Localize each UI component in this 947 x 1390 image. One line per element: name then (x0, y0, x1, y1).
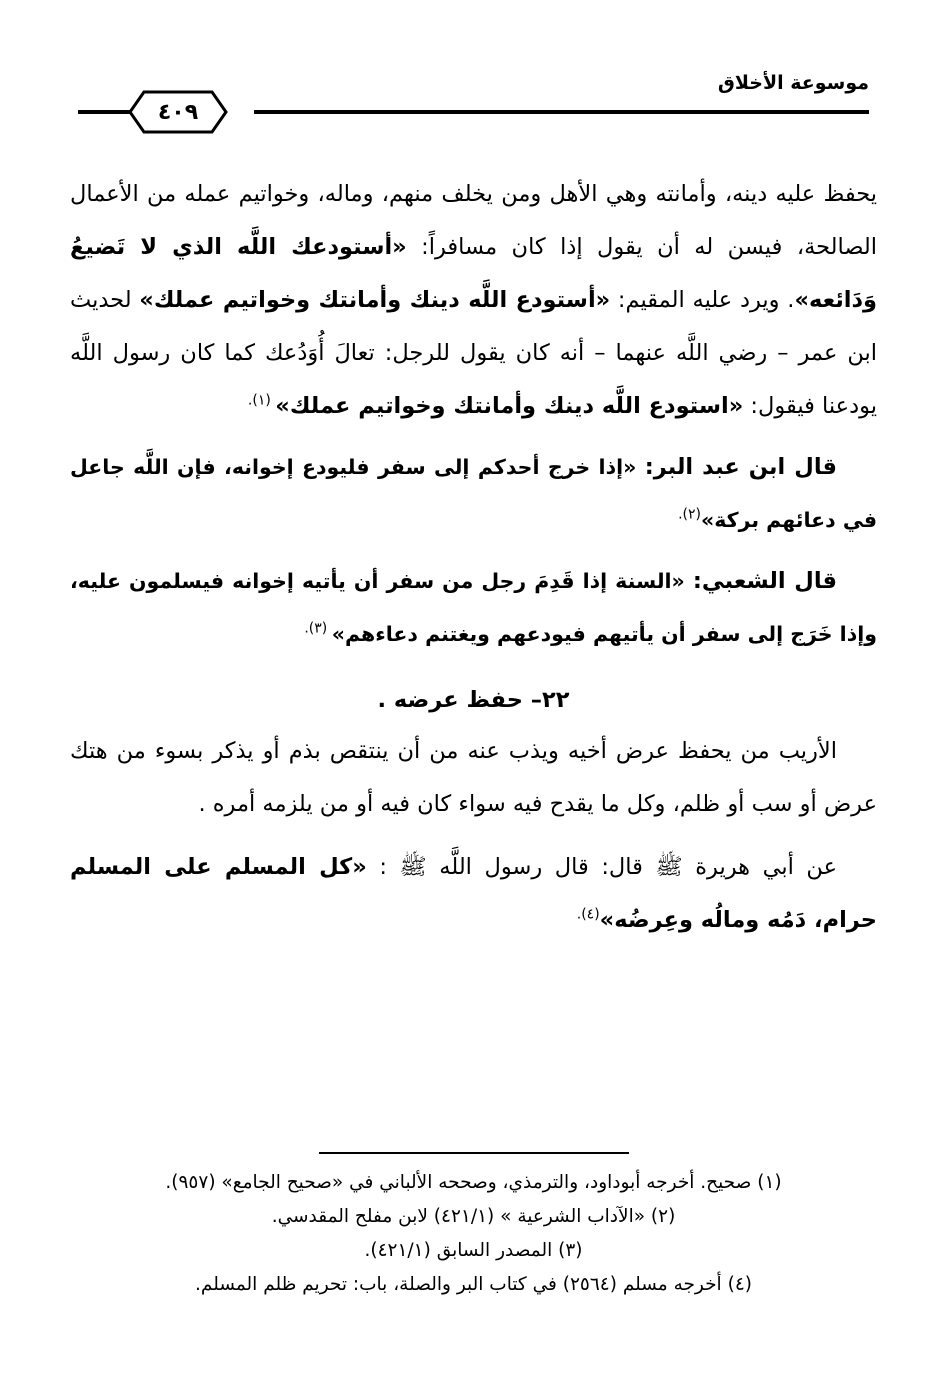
footnote-4: (٤) أخرجه مسلم (٢٥٦٤) في كتاب البر والصلة، باب: تحريم ظلم المسلم. (195, 1274, 752, 1295)
page-header (78, 74, 869, 132)
text-run (685, 568, 693, 594)
paragraph-2 (70, 441, 877, 547)
footnote-1: (١) صحيح. أخرجه أبوداود، والترمذي، وصححه الألباني في «صحيح الجامع» (٩٥٧). (165, 1172, 782, 1193)
text-run: يحفظ عليه دينه، وأمانته وهي الأهل ومن يخلف منهم، وماله، وخواتيم عمله من الأعمال الصالحة، فيسن له أن يقول إذا كان مسافراً: (70, 181, 878, 260)
hadith-quote-2: «أستودع اللَّه دينك وأمانتك وخواتيم عملك» (139, 287, 611, 313)
hadith-quote-3: «استودع اللَّه دينك وأمانتك وخواتيم عملك» (275, 393, 744, 419)
quote-ibn-abd-albarr: «إذا خرج أحدكم إلى سفر فليودع إخوانه، فإن اللَّه جاعل في دعائهم بركة» (70, 455, 877, 532)
paragraph-3 (70, 555, 877, 661)
footnote-2: (٢) «الآداب الشرعية » (٤٢١/١) لابن مفلح المقدسي. (271, 1206, 676, 1227)
paragraph-5 (70, 841, 877, 947)
footnote-marker-2: (٢). (678, 506, 701, 523)
text-run (636, 454, 644, 480)
text-run: عن أبي هريرة ﷺ قال: قال رسول اللَّه ﷺ : (366, 854, 837, 880)
footnote-marker-1: (١). (247, 392, 276, 409)
page-number-badge (128, 90, 228, 134)
text-run: . ويرد عليه المقيم: (610, 287, 795, 313)
quote-alshabi: «السنة إذا قَدِمَ رجل من سفر أن يأتيه إخوانه فيسلمون عليه، وإذا خَرَج إلى سفر أن يأتيهم فيودعهم ويغتنم دعاءهم» (70, 569, 877, 646)
narrator-name-alshabi: قال الشعبي: (692, 568, 838, 594)
footnote-separator (319, 1152, 629, 1154)
footnote-marker-3: (٣). (304, 620, 332, 637)
hadith-quote-1: «أستودعك اللَّه الذي لا تَضيعُ وَدَائعه» (70, 234, 878, 313)
header-rule-right (254, 110, 869, 114)
hadith-quote-4: «كل المسلم على المسلم حرام، دَمُه ومالُه وعِرضُه» (70, 854, 877, 933)
text-run: لحديث ابن عمر – رضي اللَّه عنهما – أنه كان يقول للرجل: تعالَ أُوَدُعك كما كان رسول اللَّه يودعنا فيقول: (70, 287, 877, 419)
page-number: ٤٠٩ (157, 99, 199, 125)
paragraph-4 (70, 725, 877, 831)
footnotes-section (70, 1152, 877, 1302)
header-rule (78, 99, 869, 125)
paragraph-1 (70, 168, 877, 433)
header-rule-left (78, 110, 133, 114)
book-title: موسوعة الأخلاق (717, 72, 869, 94)
narrator-name-ibn-abd-albarr: قال ابن عبد البر: (644, 454, 837, 480)
text-run: الأريب من يحفظ عرض أخيه ويذب عنه من أن ينتقص بذم أو يذكر بسوء من هتك عرض أو سب أو ظلم، وكل ما يقدح فيه سواء كان فيه أو من يلزمه أمره . (70, 738, 877, 817)
section-heading: ٢٢– حفظ عرضه . (377, 687, 570, 713)
footnote-marker-4: (٤). (576, 906, 600, 923)
footnote-3: (٣) المصدر السابق (٤٢١/١). (364, 1240, 583, 1261)
